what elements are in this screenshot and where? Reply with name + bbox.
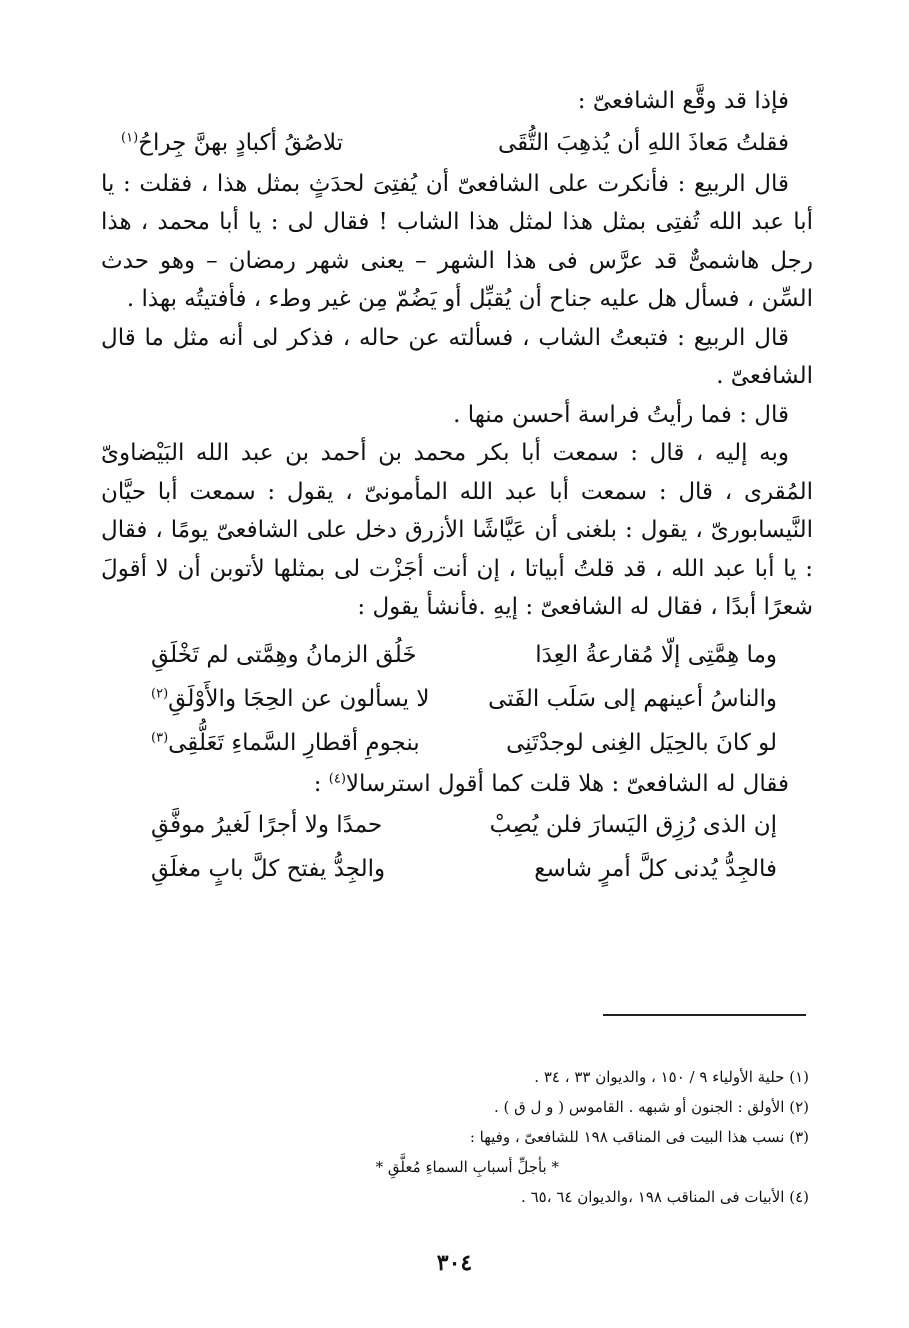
verse-second-hemistich: خَلُق الزمانُ وهِمَّتى لم تَخْلَقِ bbox=[151, 641, 417, 668]
opening-line: فإذا قد وقَّع الشافعىّ : bbox=[577, 88, 789, 114]
verse-second-hemistich bbox=[121, 121, 343, 165]
footnote-marker: (٣) bbox=[151, 729, 169, 745]
verse-line bbox=[101, 677, 813, 721]
verse-second-hemistich bbox=[151, 677, 429, 721]
footnote-marker: (١) bbox=[121, 129, 139, 145]
verse-line bbox=[101, 847, 813, 891]
paragraph-shafii-reply bbox=[101, 765, 813, 804]
footnote-2: (٢) الأولق : الجنون أو شبهه . القاموس ( و ل ق ) . bbox=[493, 1098, 809, 1116]
verse-second-text: لا يسألون عن الحِجَا والأَوْلَقِ bbox=[168, 685, 430, 712]
verse-first-hemistich: والناسُ أعينهم إلى سَلَب الفَتى bbox=[488, 685, 777, 712]
footnote-marker: (٤) bbox=[328, 770, 346, 786]
verse-second-hemistich: والجِدُّ يفتح كلَّ بابٍ مغلَقِ bbox=[151, 856, 386, 882]
footnote-4: (٤) الأبيات فى المناقب ١٩٨ ،والديوان ٦٤ ،٦٥ . bbox=[521, 1188, 809, 1206]
footnote-marker: (٢) bbox=[151, 685, 169, 701]
verse-first-hemistich: إن الذى رُزِق اليَسارَ فلن يُصِبْ bbox=[489, 812, 777, 838]
reply-text: فقال له الشافعىّ : هلا قلت كما أقول استرسالا bbox=[345, 770, 789, 797]
footnotes bbox=[109, 1062, 809, 1212]
main-text bbox=[101, 82, 813, 891]
paragraph-ayyash: وبه إليه ، قال : سمعت أبا بكر محمد بن أحمد بن عبد الله البَيْضاوىّ المُقرى ، قال : سمعت أبا عبد الله المأمونىّ ، يقول : سمعت أبا حيَّان النَّيسابورىّ ، يقول : بلغنى أن عَيَّاشًا الأزرق دخل على الشافعىّ يومًا ، فقال : يا أبا عبد الله ، قد قلتُ أبياتا ، إن أنت أجَزْت لى بمثلها لأتوبن أن لا أقولَ شعرًا أبدًا ، فقال له الشافعىّ : إيهِ .فأنشأ يقول : bbox=[101, 440, 813, 620]
footnote-separator bbox=[603, 1014, 806, 1016]
verse-line bbox=[101, 633, 813, 677]
paragraph-rabi-objection: قال الربيع : فأنكرت على الشافعىّ أن يُفتِىَ لحدَثٍ بمثل هذا ، فقلت : يا أبا عبد الله تُفتِى بمثل هذا لمثل هذا الشاب ! فقال لى : يا أبا محمد ، هذا رجل هاشمىٌّ قد عرَّس فى هذا الشهر – يعنى شهر رمضان – وهو حدث السِّن ، فسأل هل عليه جناح أن يُقبِّل أو يَضُمّ مِن غير وطء ، فأفتيتُه بهذا . bbox=[101, 170, 813, 312]
footnote-3: (٣) نسب هذا البيت فى المناقب ١٩٨ للشافعىّ ، وفيها : bbox=[469, 1128, 809, 1146]
footnote-3-quote: * بأجلِّ أسبابِ السماءِ مُعلَّقِ * bbox=[375, 1158, 559, 1176]
verse-first-hemistich: لو كانَ بالحِيَل الغِنى لوجدْتَنِى bbox=[506, 729, 777, 756]
reply-colon: : bbox=[313, 770, 329, 797]
verse-line bbox=[101, 121, 813, 165]
verse-line bbox=[101, 803, 813, 847]
paragraph-rabi-followed: قال الربيع : فتبعتُ الشاب ، فسألته عن حاله ، فذكر لى أنه مثل ما قال الشافعىّ . bbox=[101, 324, 813, 389]
footnote-1: (١) حلية الأولياء ٩ / ١٥٠ ، والديوان ٣٣ ، ٣٤ . bbox=[534, 1068, 809, 1086]
page-number: ٣٠٤ bbox=[436, 1250, 473, 1276]
verse-second-text: تلاصُقُ أكبادٍ بهنَّ جِراحُ bbox=[138, 129, 344, 156]
verse-first-hemistich: فقلتُ مَعاذَ اللهِ أن يُذهِبَ التُّقَى bbox=[497, 129, 789, 156]
verse-first-hemistich: وما هِمَّتِى إلّا مُقارعةُ العِدَا bbox=[535, 641, 777, 668]
verse-second-text: بنجومِ أقطارِ السَّماءِ تَعَلُّقِى bbox=[168, 729, 420, 756]
verse-second-hemistich: حمدًا ولا أجرًا لَغيرُ موفَّقِ bbox=[151, 812, 383, 838]
verse-line bbox=[101, 721, 813, 765]
paragraph-firasa: قال : فما رأيتُ فراسة أحسن منها . bbox=[453, 401, 789, 428]
verse-second-hemistich bbox=[151, 721, 420, 765]
verse-first-hemistich: فالجِدُّ يُدنى كلَّ أمرٍ شاسع bbox=[534, 856, 777, 882]
